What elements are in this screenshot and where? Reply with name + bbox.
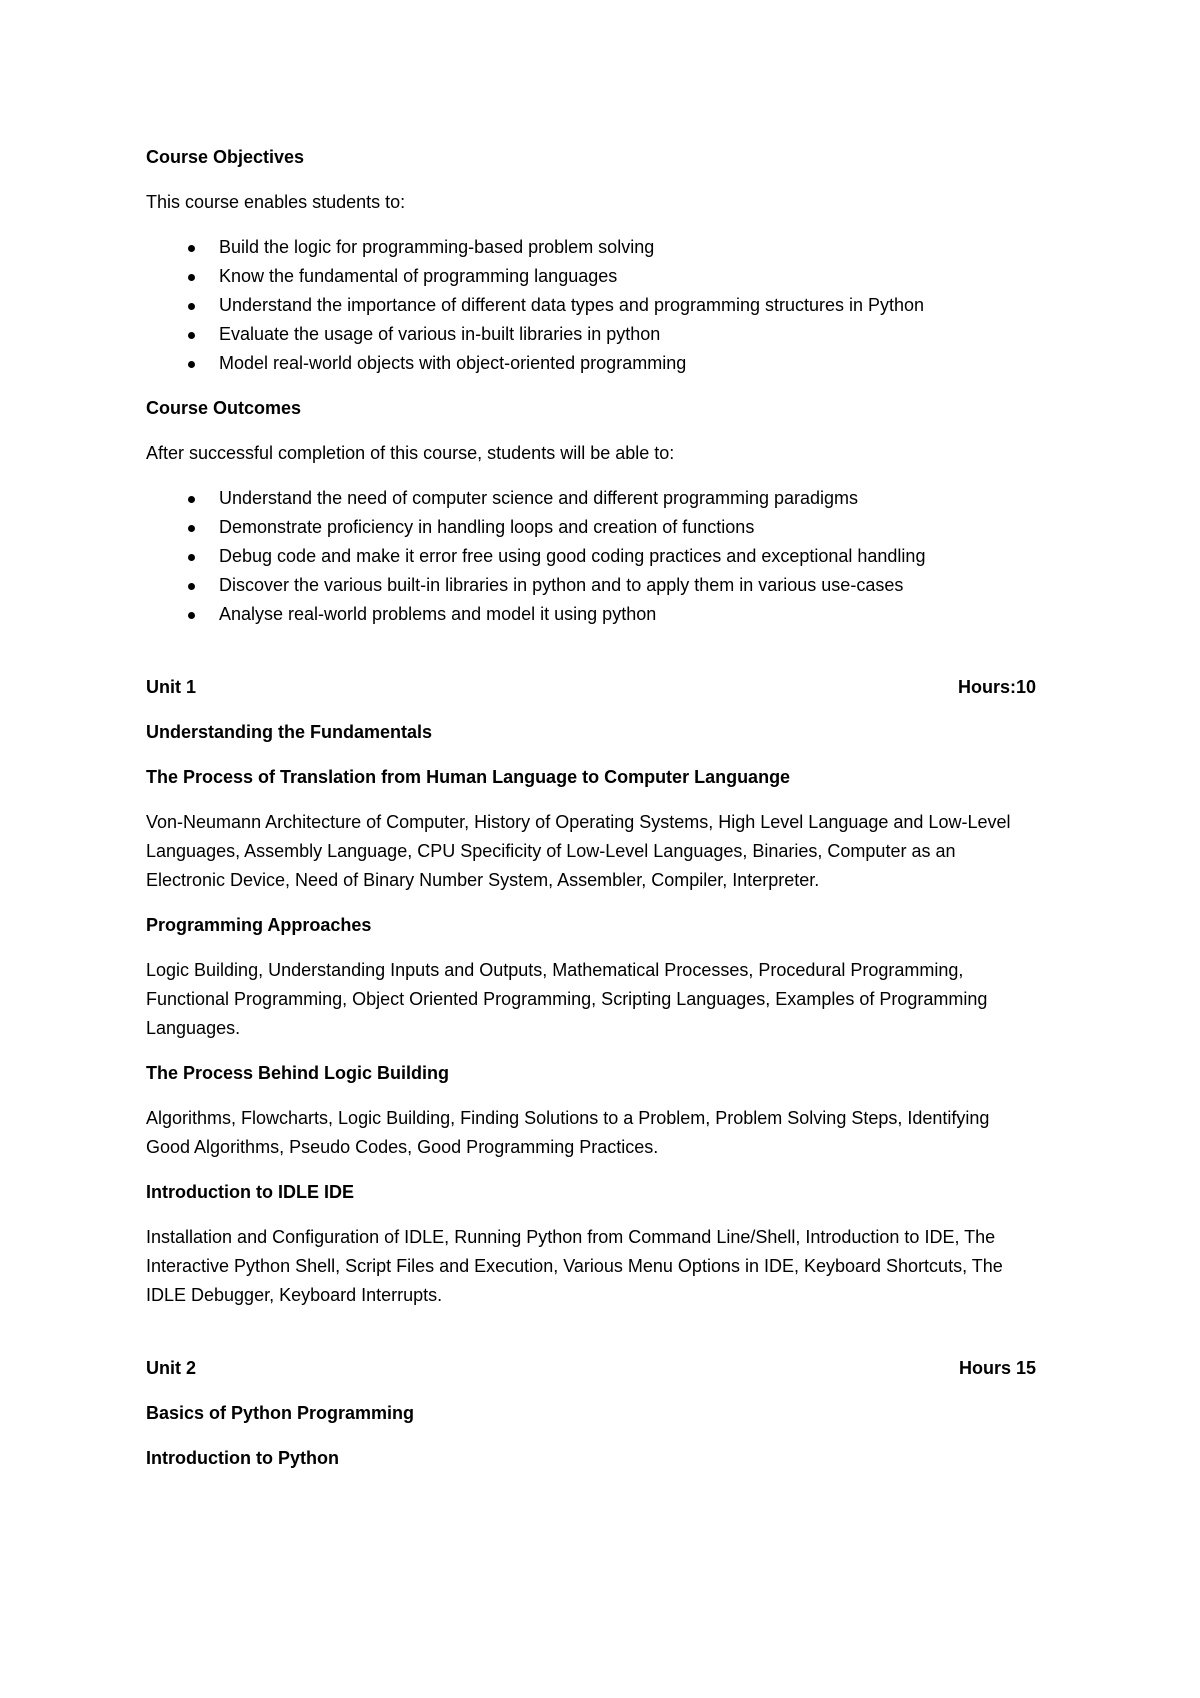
section-heading: The Process of Translation from Human Language to Computer Languange (146, 767, 791, 787)
list-item: Discover the various built-in libraries in python and to apply them in various use-cases (146, 571, 1036, 600)
unit-1-label: Unit 1 (146, 677, 197, 697)
list-item: Evaluate the usage of various in-built libraries in python (146, 320, 1036, 349)
bullet-icon (188, 554, 195, 561)
list-item: Understand the importance of different data types and programming structures in Python (146, 291, 1036, 320)
unit-1-header (146, 673, 1036, 702)
unit-2-label: Unit 2 (146, 1358, 197, 1378)
objectives-heading: Course Objectives (146, 147, 305, 167)
bullet-icon (188, 332, 195, 339)
list-item: Analyse real-world problems and model it using python (146, 600, 1036, 629)
unit-2-title: Basics of Python Programming (146, 1403, 415, 1423)
list-item: Build the logic for programming-based problem solving (146, 233, 1036, 262)
section-text: Logic Building, Understanding Inputs and Outputs, Mathematical Processes, Procedural Programming, Functional Programming, Object Oriented Programming, Scripting Languages, Examples of Programming Languages. (146, 960, 988, 1038)
section-heading: The Process Behind Logic Building (146, 1063, 450, 1083)
bullet-icon (188, 245, 195, 252)
outcomes-intro: After successful completion of this course, students will be able to: (146, 443, 675, 463)
spacer (146, 1326, 1036, 1354)
list-item: Model real-world objects with object-oriented programming (146, 349, 1036, 378)
list-item: Demonstrate proficiency in handling loops and creation of functions (146, 513, 1036, 542)
list-item: Understand the need of computer science and different programming paradigms (146, 484, 1036, 513)
bullet-icon (188, 612, 195, 619)
outcomes-list (146, 484, 1036, 629)
unit-2-subheading: Introduction to Python (146, 1448, 339, 1468)
bullet-icon (188, 496, 195, 503)
bullet-icon (188, 583, 195, 590)
unit-1-title: Understanding the Fundamentals (146, 722, 433, 742)
bullet-icon (188, 303, 195, 310)
bullet-icon (188, 361, 195, 368)
section-text: Algorithms, Flowcharts, Logic Building, Finding Solutions to a Problem, Problem Solving Steps, Identifying Good Algorithms, Pseudo Codes, Good Programming Practices. (146, 1108, 990, 1157)
spacer (146, 645, 1036, 673)
section-text: Von-Neumann Architecture of Computer, History of Operating Systems, High Level Language and Low-Level Languages, Assembly Language, CPU Specificity of Low-Level Languages, Binaries, Computer as an Electronic Device, Need of Binary Number System, Assembler, Compiler, Interpreter. (146, 812, 1011, 890)
unit-2-header (146, 1354, 1036, 1383)
objectives-intro: This course enables students to: (146, 192, 406, 212)
section-text: Installation and Configuration of IDLE, Running Python from Command Line/Shell, Introduction to IDE, The Interactive Python Shell, Script Files and Execution, Various Menu Options in IDE, Keyboard Shortcuts, The IDLE Debugger, Keyboard Interrupts. (146, 1227, 1003, 1305)
section-heading: Introduction to IDLE IDE (146, 1182, 354, 1202)
document-content (146, 143, 1036, 1489)
unit-2-hours: Hours 15 (958, 1358, 1036, 1378)
unit-1-hours: Hours:10 (957, 677, 1036, 697)
outcomes-heading: Course Outcomes (146, 398, 302, 418)
bullet-icon (188, 525, 195, 532)
objectives-list (146, 233, 1036, 378)
section-heading: Programming Approaches (146, 915, 372, 935)
list-item: Debug code and make it error free using good coding practices and exceptional handling (146, 542, 1036, 571)
bullet-icon (188, 274, 195, 281)
list-item: Know the fundamental of programming languages (146, 262, 1036, 291)
